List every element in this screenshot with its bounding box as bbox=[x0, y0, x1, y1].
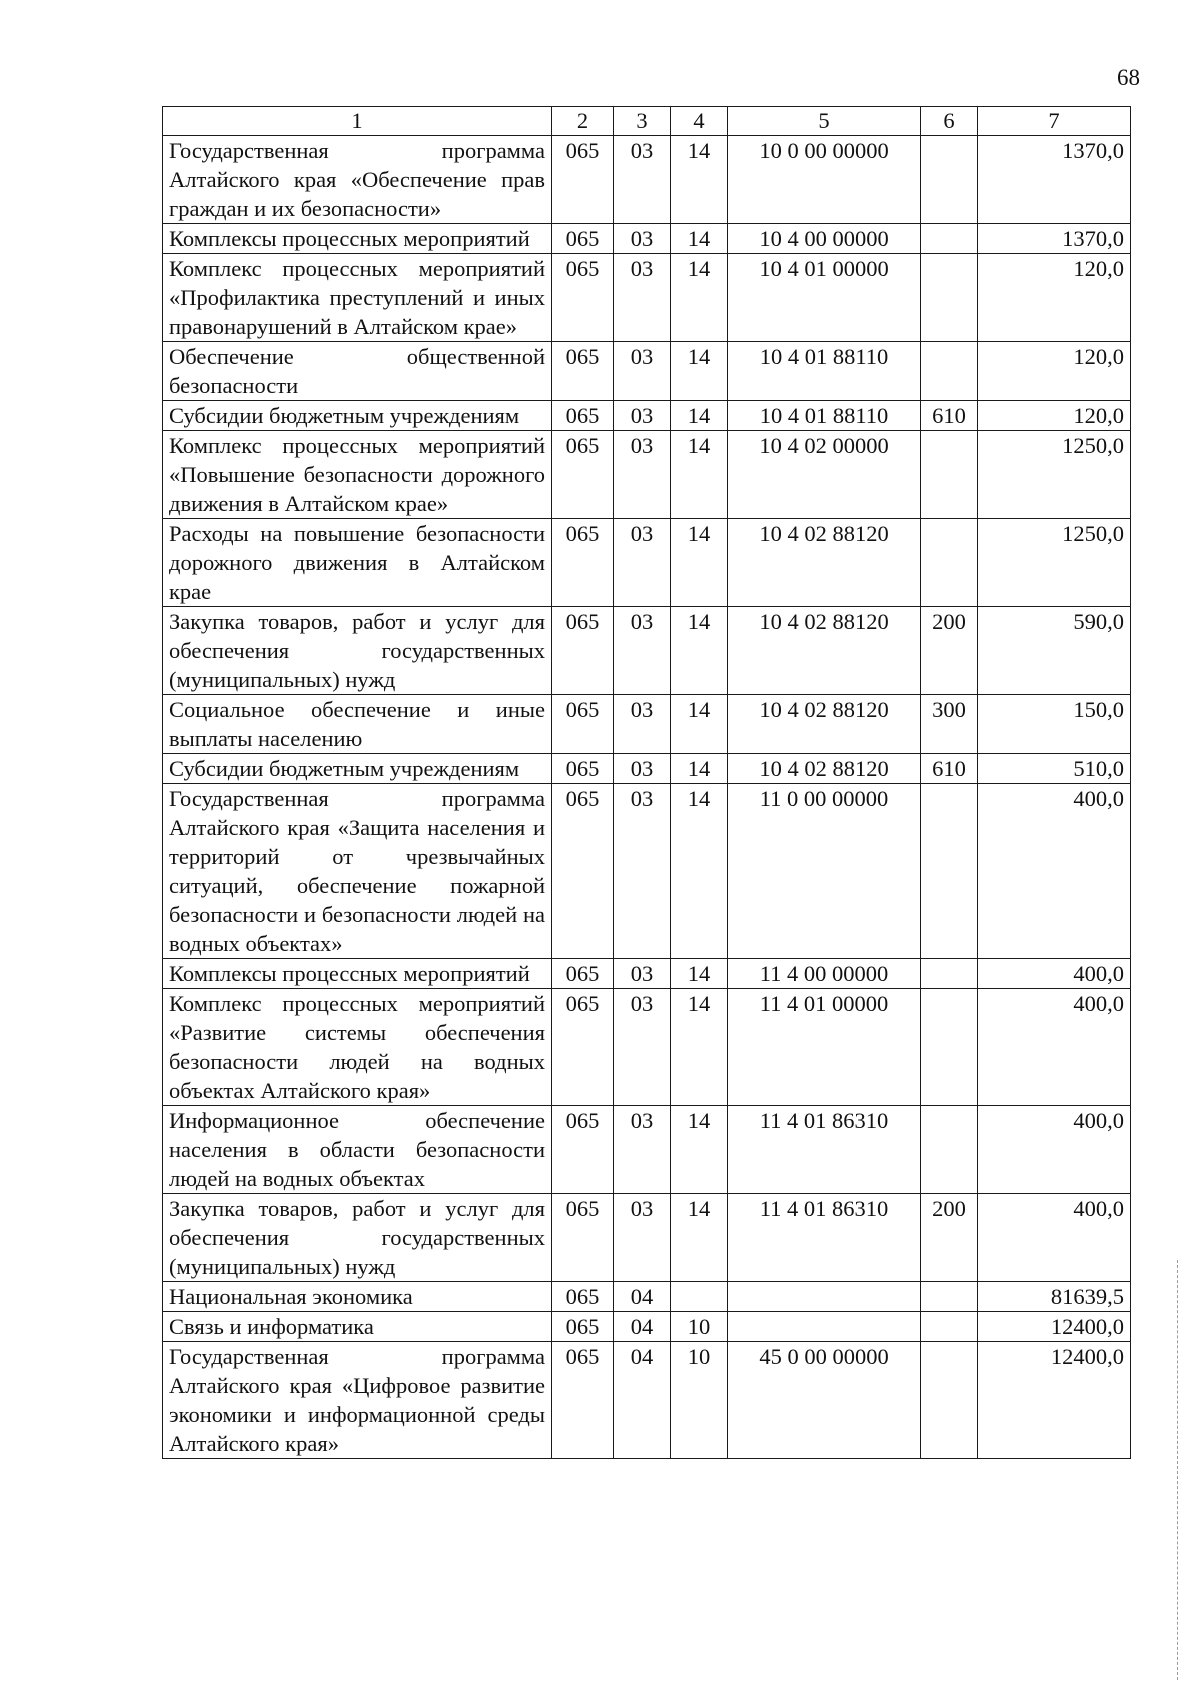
expense-type-cell: 610 bbox=[921, 401, 978, 431]
expense-name-cell: Национальная экономика bbox=[163, 1282, 552, 1312]
expense-type-cell: 300 bbox=[921, 695, 978, 754]
subsection-code-cell: 14 bbox=[671, 136, 728, 224]
amount-cell: 150,0 bbox=[978, 695, 1131, 754]
ministry-code-cell: 065 bbox=[552, 695, 614, 754]
expense-name-cell: Связь и информатика bbox=[163, 1312, 552, 1342]
table-row bbox=[163, 254, 1131, 342]
expense-name-cell: Государственная программа Алтайского края «Цифровое развитие экономики и информационной среды Алтайского края» bbox=[163, 1342, 552, 1459]
section-code-cell: 03 bbox=[614, 784, 671, 959]
expense-type-cell bbox=[921, 431, 978, 519]
subsection-code-cell: 10 bbox=[671, 1342, 728, 1459]
section-code-cell: 04 bbox=[614, 1342, 671, 1459]
expense-type-cell bbox=[921, 254, 978, 342]
expense-name-cell: Комплексы процессных мероприятий bbox=[163, 224, 552, 254]
ministry-code-cell: 065 bbox=[552, 519, 614, 607]
target-article-cell: 11 4 01 86310 bbox=[728, 1194, 921, 1282]
table-row bbox=[163, 1106, 1131, 1194]
table-row bbox=[163, 136, 1131, 224]
expense-type-cell bbox=[921, 1106, 978, 1194]
section-code-cell: 03 bbox=[614, 136, 671, 224]
expense-name-cell: Государственная программа Алтайского края «Обеспечение прав граждан и их безопасности» bbox=[163, 136, 552, 224]
target-article-cell: 10 4 02 00000 bbox=[728, 431, 921, 519]
ministry-code-cell: 065 bbox=[552, 136, 614, 224]
expense-name-cell: Обеспечение общественной безопасности bbox=[163, 342, 552, 401]
target-article-cell: 10 0 00 00000 bbox=[728, 136, 921, 224]
target-article-cell: 10 4 01 88110 bbox=[728, 401, 921, 431]
target-article-cell: 10 4 02 88120 bbox=[728, 754, 921, 784]
amount-cell: 400,0 bbox=[978, 1194, 1131, 1282]
table-row bbox=[163, 431, 1131, 519]
column-header-6: 6 bbox=[921, 107, 978, 136]
expense-name-cell: Закупка товаров, работ и услуг для обеспечения государственных (муниципальных) нужд bbox=[163, 1194, 552, 1282]
expense-type-cell bbox=[921, 136, 978, 224]
ministry-code-cell: 065 bbox=[552, 401, 614, 431]
expense-name-cell: Субсидии бюджетным учреждениям bbox=[163, 401, 552, 431]
table-row bbox=[163, 695, 1131, 754]
section-code-cell: 03 bbox=[614, 224, 671, 254]
target-article-cell: 11 0 00 00000 bbox=[728, 784, 921, 959]
subsection-code-cell: 14 bbox=[671, 431, 728, 519]
target-article-cell: 10 4 01 88110 bbox=[728, 342, 921, 401]
subsection-code-cell: 14 bbox=[671, 401, 728, 431]
subsection-code-cell: 14 bbox=[671, 607, 728, 695]
subsection-code-cell: 10 bbox=[671, 1312, 728, 1342]
ministry-code-cell: 065 bbox=[552, 754, 614, 784]
expense-name-cell: Социальное обеспечение и иные выплаты населению bbox=[163, 695, 552, 754]
amount-cell: 1250,0 bbox=[978, 431, 1131, 519]
column-header-1: 1 bbox=[163, 107, 552, 136]
ministry-code-cell: 065 bbox=[552, 1342, 614, 1459]
amount-cell: 12400,0 bbox=[978, 1342, 1131, 1459]
expense-type-cell: 610 bbox=[921, 754, 978, 784]
amount-cell: 400,0 bbox=[978, 989, 1131, 1106]
expense-type-cell bbox=[921, 989, 978, 1106]
section-code-cell: 03 bbox=[614, 1106, 671, 1194]
subsection-code-cell: 14 bbox=[671, 754, 728, 784]
scan-edge-mark bbox=[1177, 1260, 1180, 1680]
expense-type-cell bbox=[921, 519, 978, 607]
section-code-cell: 03 bbox=[614, 607, 671, 695]
table-row bbox=[163, 224, 1131, 254]
expense-type-cell bbox=[921, 342, 978, 401]
section-code-cell: 03 bbox=[614, 342, 671, 401]
expense-name-cell: Информационное обеспечение населения в области безопасности людей на водных объектах bbox=[163, 1106, 552, 1194]
target-article-cell bbox=[728, 1312, 921, 1342]
budget-table bbox=[162, 106, 1131, 1459]
page-number: 68 bbox=[1117, 65, 1140, 90]
table-row bbox=[163, 401, 1131, 431]
ministry-code-cell: 065 bbox=[552, 431, 614, 519]
subsection-code-cell: 14 bbox=[671, 784, 728, 959]
amount-cell: 81639,5 bbox=[978, 1282, 1131, 1312]
column-header-2: 2 bbox=[552, 107, 614, 136]
amount-cell: 12400,0 bbox=[978, 1312, 1131, 1342]
table-row bbox=[163, 754, 1131, 784]
section-code-cell: 03 bbox=[614, 754, 671, 784]
subsection-code-cell: 14 bbox=[671, 1194, 728, 1282]
amount-cell: 120,0 bbox=[978, 401, 1131, 431]
expense-type-cell bbox=[921, 959, 978, 989]
ministry-code-cell: 065 bbox=[552, 607, 614, 695]
target-article-cell: 11 4 00 00000 bbox=[728, 959, 921, 989]
target-article-cell: 11 4 01 00000 bbox=[728, 989, 921, 1106]
column-header-7: 7 bbox=[978, 107, 1131, 136]
table-row bbox=[163, 1282, 1131, 1312]
table-row bbox=[163, 989, 1131, 1106]
target-article-cell: 10 4 02 88120 bbox=[728, 519, 921, 607]
amount-cell: 590,0 bbox=[978, 607, 1131, 695]
section-code-cell: 03 bbox=[614, 1194, 671, 1282]
section-code-cell: 03 bbox=[614, 254, 671, 342]
expense-name-cell: Субсидии бюджетным учреждениям bbox=[163, 754, 552, 784]
ministry-code-cell: 065 bbox=[552, 1194, 614, 1282]
subsection-code-cell: 14 bbox=[671, 519, 728, 607]
table-row bbox=[163, 1342, 1131, 1459]
header-row bbox=[163, 107, 1131, 136]
section-code-cell: 03 bbox=[614, 959, 671, 989]
ministry-code-cell: 065 bbox=[552, 342, 614, 401]
table-row bbox=[163, 959, 1131, 989]
column-header-5: 5 bbox=[728, 107, 921, 136]
column-header-4: 4 bbox=[671, 107, 728, 136]
table-row bbox=[163, 519, 1131, 607]
ministry-code-cell: 065 bbox=[552, 254, 614, 342]
target-article-cell bbox=[728, 1282, 921, 1312]
section-code-cell: 04 bbox=[614, 1312, 671, 1342]
amount-cell: 510,0 bbox=[978, 754, 1131, 784]
table-row bbox=[163, 1312, 1131, 1342]
expense-type-cell bbox=[921, 1312, 978, 1342]
table-row bbox=[163, 342, 1131, 401]
section-code-cell: 03 bbox=[614, 989, 671, 1106]
ministry-code-cell: 065 bbox=[552, 224, 614, 254]
ministry-code-cell: 065 bbox=[552, 989, 614, 1106]
expense-name-cell: Комплексы процессных мероприятий bbox=[163, 959, 552, 989]
table-row bbox=[163, 607, 1131, 695]
expense-name-cell: Расходы на повышение безопасности дорожного движения в Алтайском крае bbox=[163, 519, 552, 607]
subsection-code-cell: 14 bbox=[671, 254, 728, 342]
target-article-cell: 10 4 02 88120 bbox=[728, 607, 921, 695]
subsection-code-cell: 14 bbox=[671, 224, 728, 254]
amount-cell: 400,0 bbox=[978, 784, 1131, 959]
expense-name-cell: Государственная программа Алтайского края «Защита населения и территорий от чрезвычайных ситуаций, обеспечение пожарной безопасности и безопасности людей на водных объектах» bbox=[163, 784, 552, 959]
amount-cell: 120,0 bbox=[978, 342, 1131, 401]
expense-type-cell: 200 bbox=[921, 1194, 978, 1282]
expense-type-cell bbox=[921, 1282, 978, 1312]
subsection-code-cell: 14 bbox=[671, 342, 728, 401]
amount-cell: 400,0 bbox=[978, 1106, 1131, 1194]
target-article-cell: 11 4 01 86310 bbox=[728, 1106, 921, 1194]
section-code-cell: 03 bbox=[614, 695, 671, 754]
subsection-code-cell: 14 bbox=[671, 1106, 728, 1194]
section-code-cell: 03 bbox=[614, 431, 671, 519]
section-code-cell: 03 bbox=[614, 519, 671, 607]
section-code-cell: 04 bbox=[614, 1282, 671, 1312]
ministry-code-cell: 065 bbox=[552, 1282, 614, 1312]
target-article-cell: 10 4 02 88120 bbox=[728, 695, 921, 754]
subsection-code-cell: 14 bbox=[671, 959, 728, 989]
amount-cell: 400,0 bbox=[978, 959, 1131, 989]
expense-type-cell bbox=[921, 784, 978, 959]
section-code-cell: 03 bbox=[614, 401, 671, 431]
expense-name-cell: Закупка товаров, работ и услуг для обеспечения государственных (муниципальных) нужд bbox=[163, 607, 552, 695]
expense-name-cell: Комплекс процессных мероприятий «Повышение безопасности дорожного движения в Алтайском крае» bbox=[163, 431, 552, 519]
table-row bbox=[163, 1194, 1131, 1282]
amount-cell: 1250,0 bbox=[978, 519, 1131, 607]
column-header-3: 3 bbox=[614, 107, 671, 136]
ministry-code-cell: 065 bbox=[552, 1312, 614, 1342]
amount-cell: 120,0 bbox=[978, 254, 1131, 342]
expense-name-cell: Комплекс процессных мероприятий «Профилактика преступлений и иных правонарушений в Алтайском крае» bbox=[163, 254, 552, 342]
amount-cell: 1370,0 bbox=[978, 224, 1131, 254]
expense-type-cell bbox=[921, 1342, 978, 1459]
expense-type-cell: 200 bbox=[921, 607, 978, 695]
ministry-code-cell: 065 bbox=[552, 959, 614, 989]
table-row bbox=[163, 784, 1131, 959]
target-article-cell: 10 4 01 00000 bbox=[728, 254, 921, 342]
subsection-code-cell: 14 bbox=[671, 989, 728, 1106]
ministry-code-cell: 065 bbox=[552, 784, 614, 959]
target-article-cell: 10 4 00 00000 bbox=[728, 224, 921, 254]
expense-type-cell bbox=[921, 224, 978, 254]
table-body bbox=[163, 136, 1131, 1459]
subsection-code-cell bbox=[671, 1282, 728, 1312]
expense-name-cell: Комплекс процессных мероприятий «Развитие системы обеспечения безопасности людей на водных объектах Алтайского края» bbox=[163, 989, 552, 1106]
amount-cell: 1370,0 bbox=[978, 136, 1131, 224]
ministry-code-cell: 065 bbox=[552, 1106, 614, 1194]
subsection-code-cell: 14 bbox=[671, 695, 728, 754]
target-article-cell: 45 0 00 00000 bbox=[728, 1342, 921, 1459]
